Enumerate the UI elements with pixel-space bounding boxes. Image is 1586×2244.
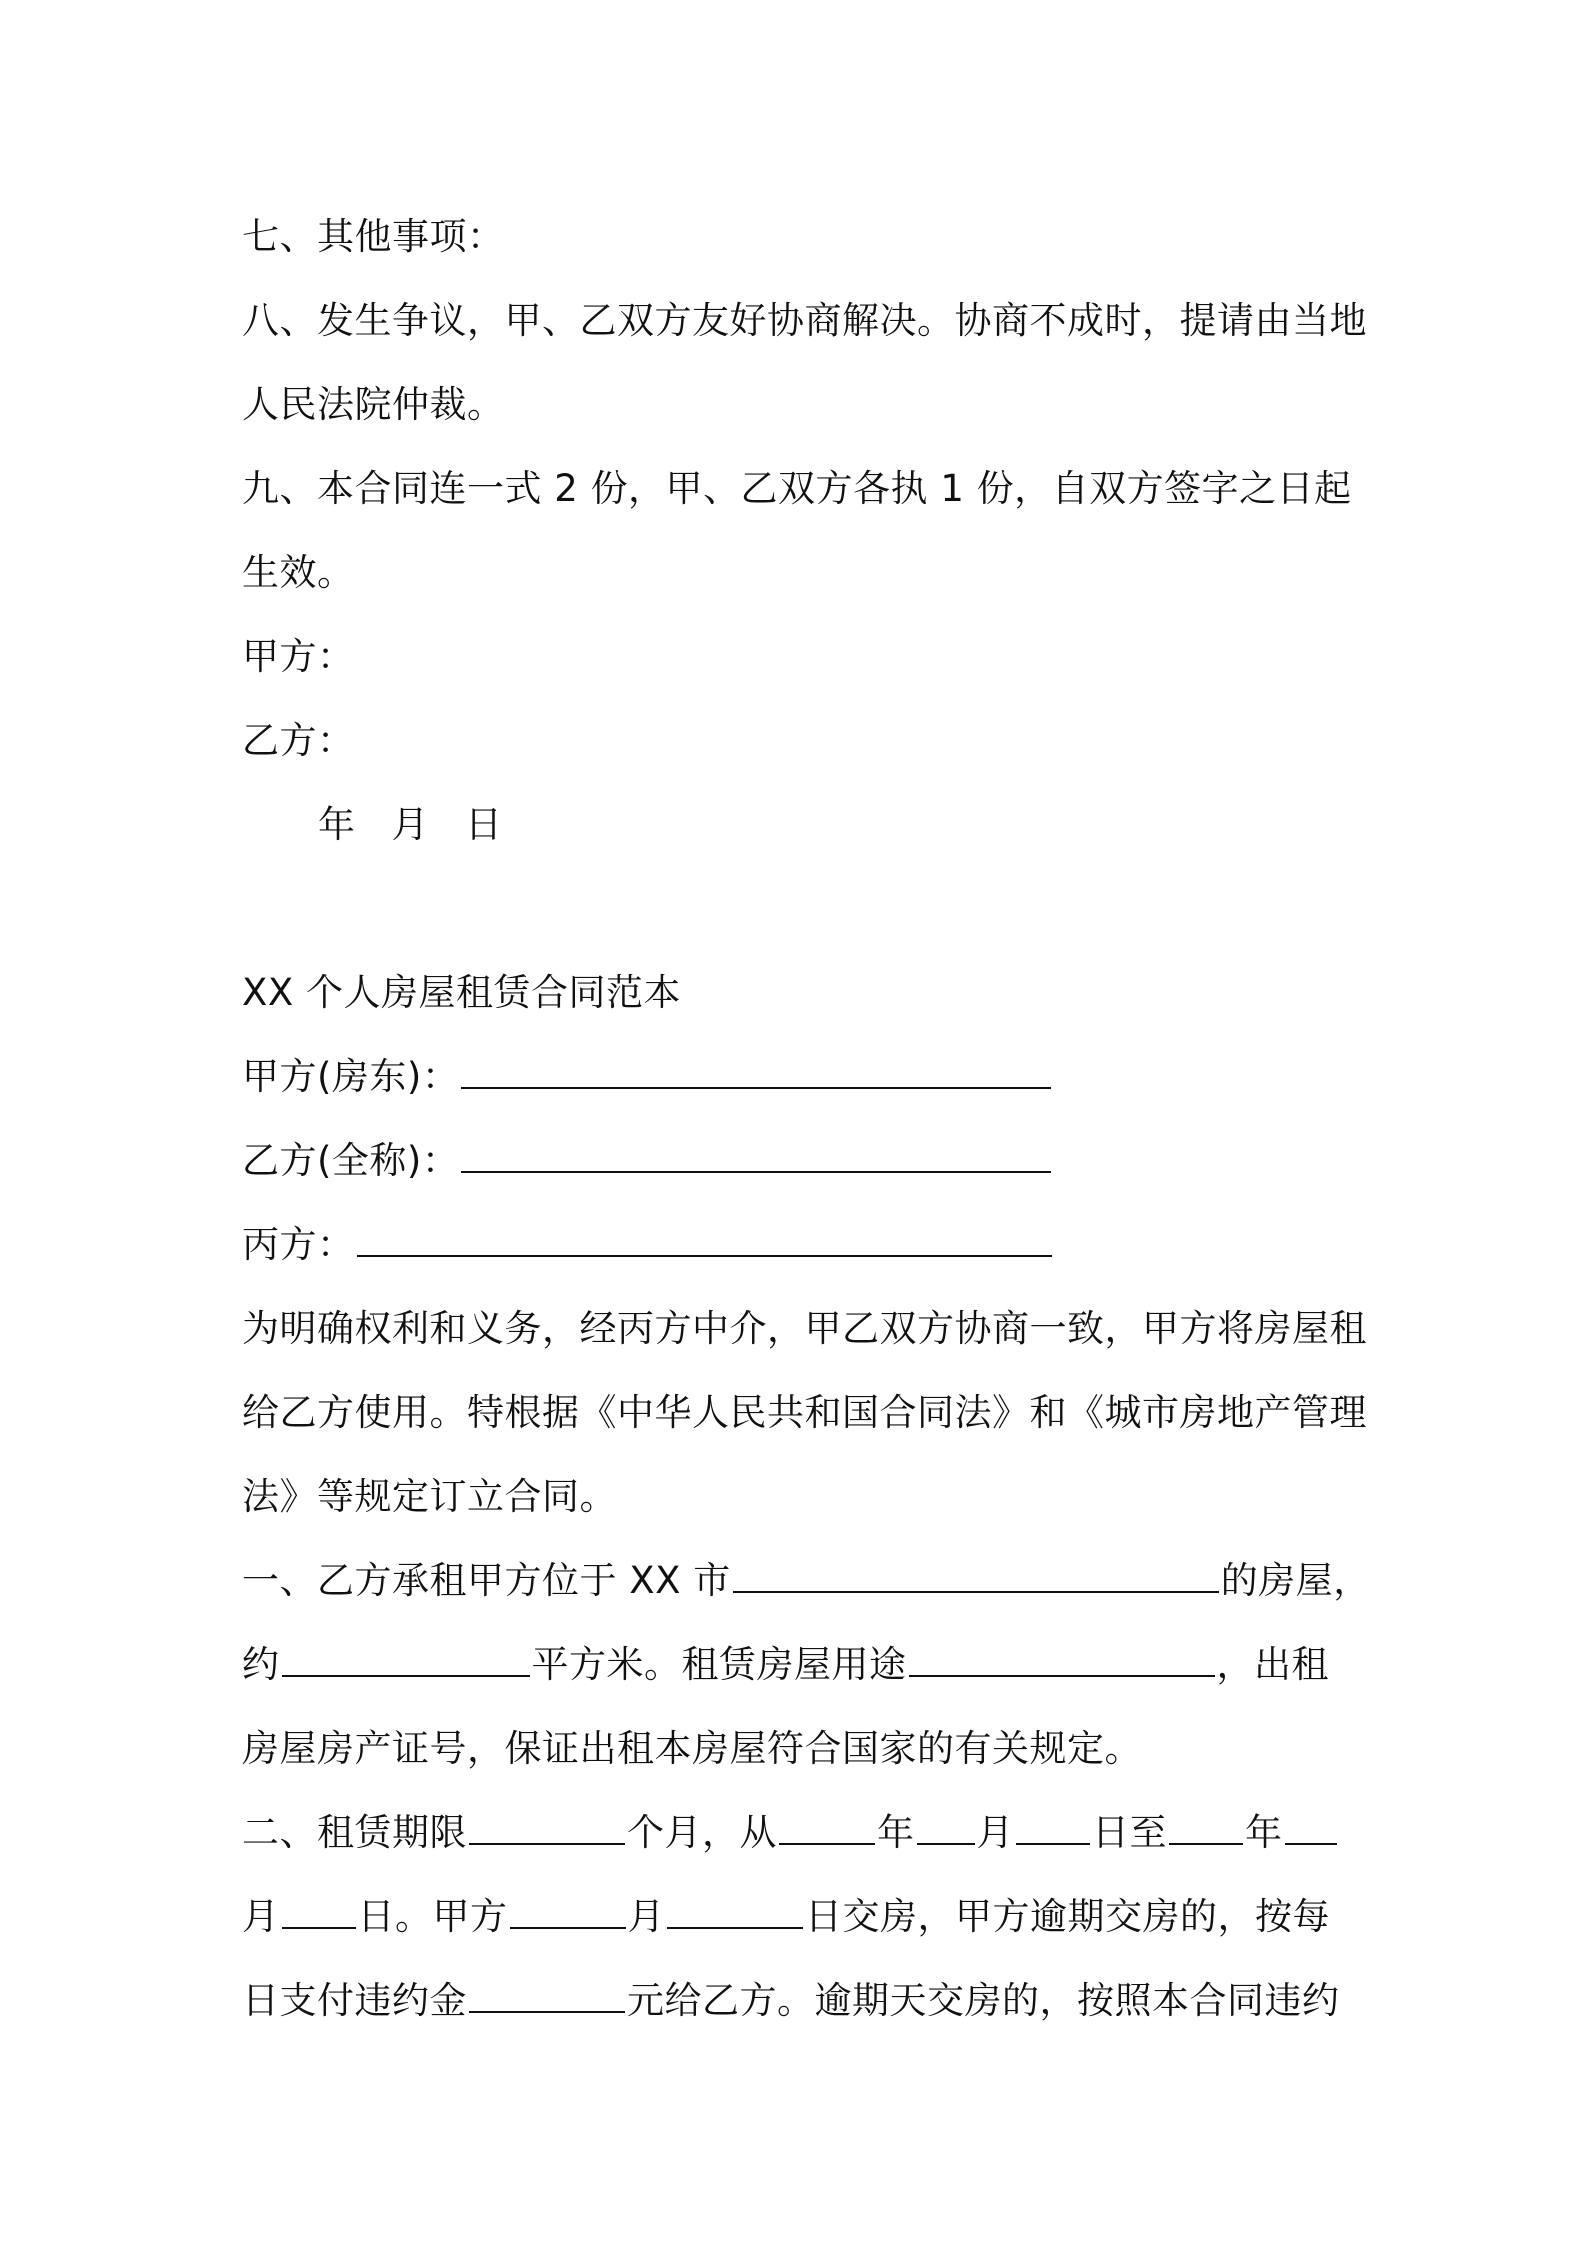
clause-1-text-a: 一、乙方承租甲方位于 XX 市 [242, 1559, 731, 1602]
start-month-blank [917, 1809, 975, 1845]
clause-2-text-l: 元给乙方。逾期天交房的，按照本合同违约 [627, 1979, 1340, 2022]
signature-party-b: 乙方： [242, 719, 355, 762]
intro-line-1: 为明确权利和义务，经丙方中介，甲乙双方协商一致，甲方将房屋租 [242, 1307, 1367, 1350]
start-day-blank [1016, 1809, 1090, 1845]
clause-1-text-c: 约 [242, 1643, 280, 1686]
handover-day-blank [667, 1893, 803, 1929]
clause-2-text-j: 日交房，甲方逾期交房的，按每 [805, 1895, 1330, 1938]
party-b-field [242, 1119, 1362, 1203]
date-month: 月 [391, 803, 429, 846]
clause-8-line-2: 人民法院仲裁。 [242, 383, 505, 426]
handover-month-blank [510, 1893, 626, 1929]
clause-9-line-1: 九、本合同连一式 2 份，甲、乙双方各执 1 份，自双方签字之日起 [242, 467, 1352, 510]
clause-2-text-h: 日。甲方 [357, 1895, 508, 1938]
clause-1-text-b: 的房屋， [1220, 1559, 1371, 1602]
clause-1-line-1 [242, 1539, 1371, 1623]
end-day-blank [282, 1893, 356, 1929]
clause-2-text-g: 月 [242, 1895, 280, 1938]
clause-8-line-1: 八、发生争议，甲、乙双方友好协商解决。协商不成时，提请由当地 [242, 299, 1367, 342]
intro-line-2: 给乙方使用。特根据《中华人民共和国合同法》和《城市房地产管理 [242, 1391, 1367, 1434]
party-a-label: 甲方(房东)： [242, 1055, 460, 1098]
clause-2-text-i: 月 [627, 1895, 665, 1938]
clause-2-text-e: 日至 [1092, 1811, 1167, 1854]
party-b-label: 乙方(全称)： [242, 1139, 460, 1182]
party-a-blank [461, 1053, 1051, 1089]
end-month-blank-a [1285, 1809, 1337, 1845]
party-c-field [242, 1203, 1362, 1287]
party-a-field [242, 1035, 1362, 1119]
clause-2-text-c: 年 [877, 1811, 915, 1854]
party-c-blank [357, 1221, 1052, 1257]
spacer [242, 867, 1362, 951]
intro-line-3: 法》等规定订立合同。 [242, 1475, 617, 1518]
clause-1-line-3: 房屋房产证号，保证出租本房屋符合国家的有关规定。 [242, 1727, 1142, 1770]
clause-2-line-2 [242, 1875, 1362, 1959]
clause-2-text-k: 日支付违约金 [242, 1979, 467, 2022]
clause-2-text-f: 年 [1245, 1811, 1283, 1854]
clause-2-text-a: 二、租赁期限 [242, 1811, 467, 1854]
clause-2-line-3 [242, 1959, 1362, 2043]
address-blank [733, 1557, 1219, 1593]
date-day: 日 [465, 803, 503, 846]
penalty-blank [469, 1977, 625, 2013]
signature-date [242, 783, 1362, 867]
clause-2-line-1 [242, 1791, 1362, 1875]
term-months-blank [469, 1809, 625, 1845]
document-body [242, 195, 1371, 2043]
clause-1-line-2 [242, 1623, 1362, 1707]
area-blank [282, 1641, 530, 1677]
signature-party-a: 甲方： [242, 635, 355, 678]
end-year-blank [1169, 1809, 1243, 1845]
clause-2-text-d: 月 [976, 1811, 1014, 1854]
clause-7: 七、其他事项： [242, 215, 505, 258]
party-c-label: 丙方： [242, 1223, 355, 1266]
start-year-blank [779, 1809, 875, 1845]
clause-9-line-2: 生效。 [242, 551, 355, 594]
clause-1-text-e: ，出租 [1216, 1643, 1329, 1686]
clause-1-text-d: 平方米。租赁房屋用途 [531, 1643, 907, 1686]
date-year: 年 [318, 803, 356, 846]
usage-blank [909, 1641, 1215, 1677]
clause-2-text-b: 个月，从 [627, 1811, 777, 1854]
contract-title: XX 个人房屋租赁合同范本 [242, 971, 681, 1014]
party-b-blank [461, 1137, 1051, 1173]
